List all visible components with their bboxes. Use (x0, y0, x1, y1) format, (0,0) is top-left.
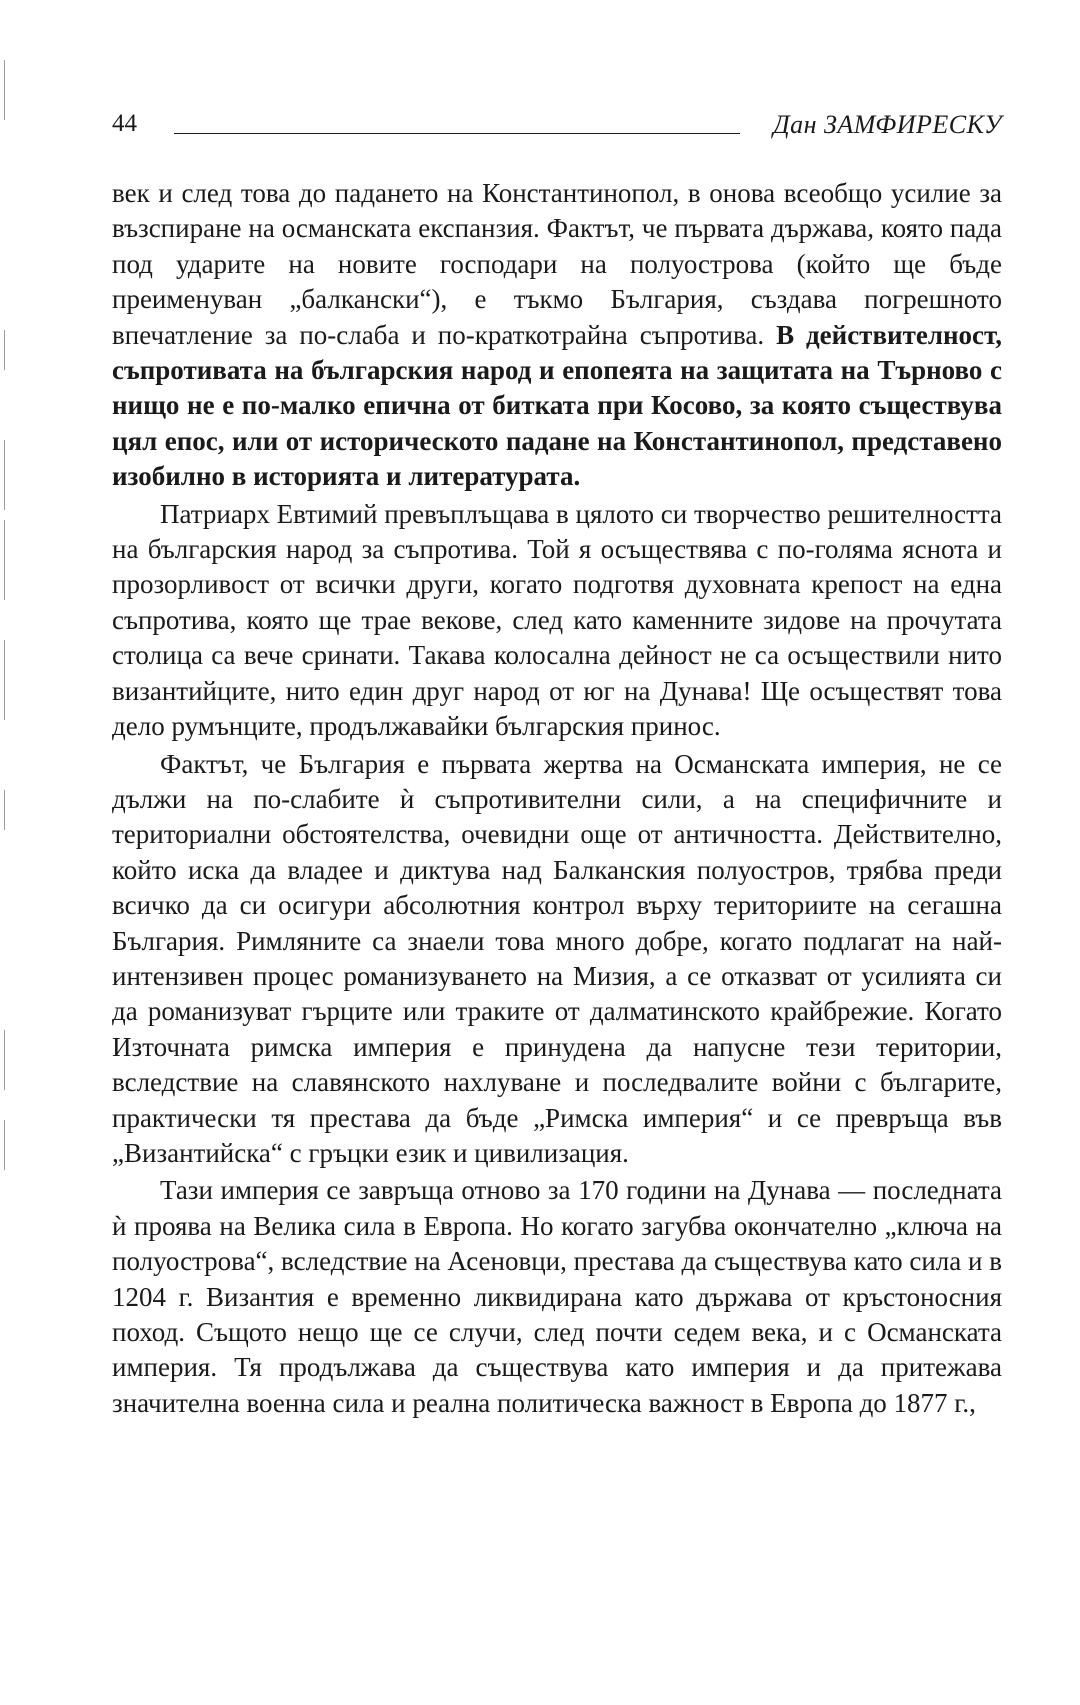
scan-mark (4, 60, 5, 120)
paragraph-4: Тази империя се завръща отново за 170 години на Дунава — последната ѝ проява на Велика сила в Европа. Но когато загубва окончателно „ключа на полуострова“, вследствие на Асеновци, престава да съществува като сила и в 1204 г. Византия е временно ликвидирана като държава от кръстоносния поход. Същото нещо ще се случи, след почти седем века, и с Османската империя. Тя продължава да съществува като империя и да притежава значителна военна сила и реална политическа важност в Европа до 1877 г., (112, 1175, 1002, 1418)
scan-mark (4, 1030, 5, 1090)
scan-mark (4, 1120, 5, 1170)
scan-mark (4, 790, 5, 830)
scan-edge-marks (4, 0, 10, 1705)
paragraph-1 (112, 176, 1002, 495)
scan-mark (4, 640, 5, 720)
page-header (112, 106, 1002, 146)
header-rule (174, 133, 740, 134)
body-text (112, 176, 1002, 1421)
page-number: 44 (112, 110, 137, 137)
paragraph-3: Фактът, че България е първата жертва на Османската империя, не се дължи на по-слабите ѝ съпротивителни сили, а на специфичните и териториални обстоятелства, очевидни още от античността. Действително, който иска да владее и диктува над Балканския полуостров, трябва преди всичко да си осигури абсолютния контрол върху териториите на сегашна България. Римляните са знаели това много добре, когато подлагат на най-интензивен процес романизуването на Мизия, а се отказват от усилията си да романизуват гърците или траките от далматинското крайбрежие. Когато Източната римска империя е принудена да напусне тези територии, вследствие на славянското нахлуване и последвалите войни с българите, практически тя престава да бъде „Римска империя“ и се превръща във „Византийска“ с гръцки език и цивилизация. (112, 748, 1002, 1168)
paragraph-1-regular-text: век и след това до падането на Константинопол, в онова всеобщо усилие за възспиране на османската експанзия. Фактът, че първата държава, която пада под ударите на новите господари на полуострова (който ще бъде преименуван „балкански“), е тъкмо България, създава погрешното впечатление за по-слаба и по-краткотрайна съпротива. (112, 178, 1002, 350)
scan-mark (4, 440, 5, 510)
scan-mark (4, 520, 5, 600)
paragraph-1-bold-text: В действителност, съпротивата на българския народ и епопеята на защитата на Търново с нищо не е по-малко епична от битката при Косово, за която съществува цял епос, или от историческото падане на Константинопол, представено изобилно в историята и литературата. (112, 319, 1003, 492)
scan-mark (4, 330, 5, 370)
paragraph-2: Патриарх Евтимий превъплъщава в цялото си творчество решителността на българския народ за съпротива. Той я осъществява с по-голяма яснота и прозорливост от всички други, когато подготвя духовната крепост на една съпротива, която ще трае векове, след като каменните зидове на прочутата столица са вече сринати. Такава колосална дейност не са осъществили нито византийците, нито един друг народ от юг на Дунава! Ще осъществят това дело румънците, продължавайки българския принос. (112, 498, 1002, 742)
running-head-author: Дан ЗАМФИРЕСКУ (773, 110, 1002, 139)
